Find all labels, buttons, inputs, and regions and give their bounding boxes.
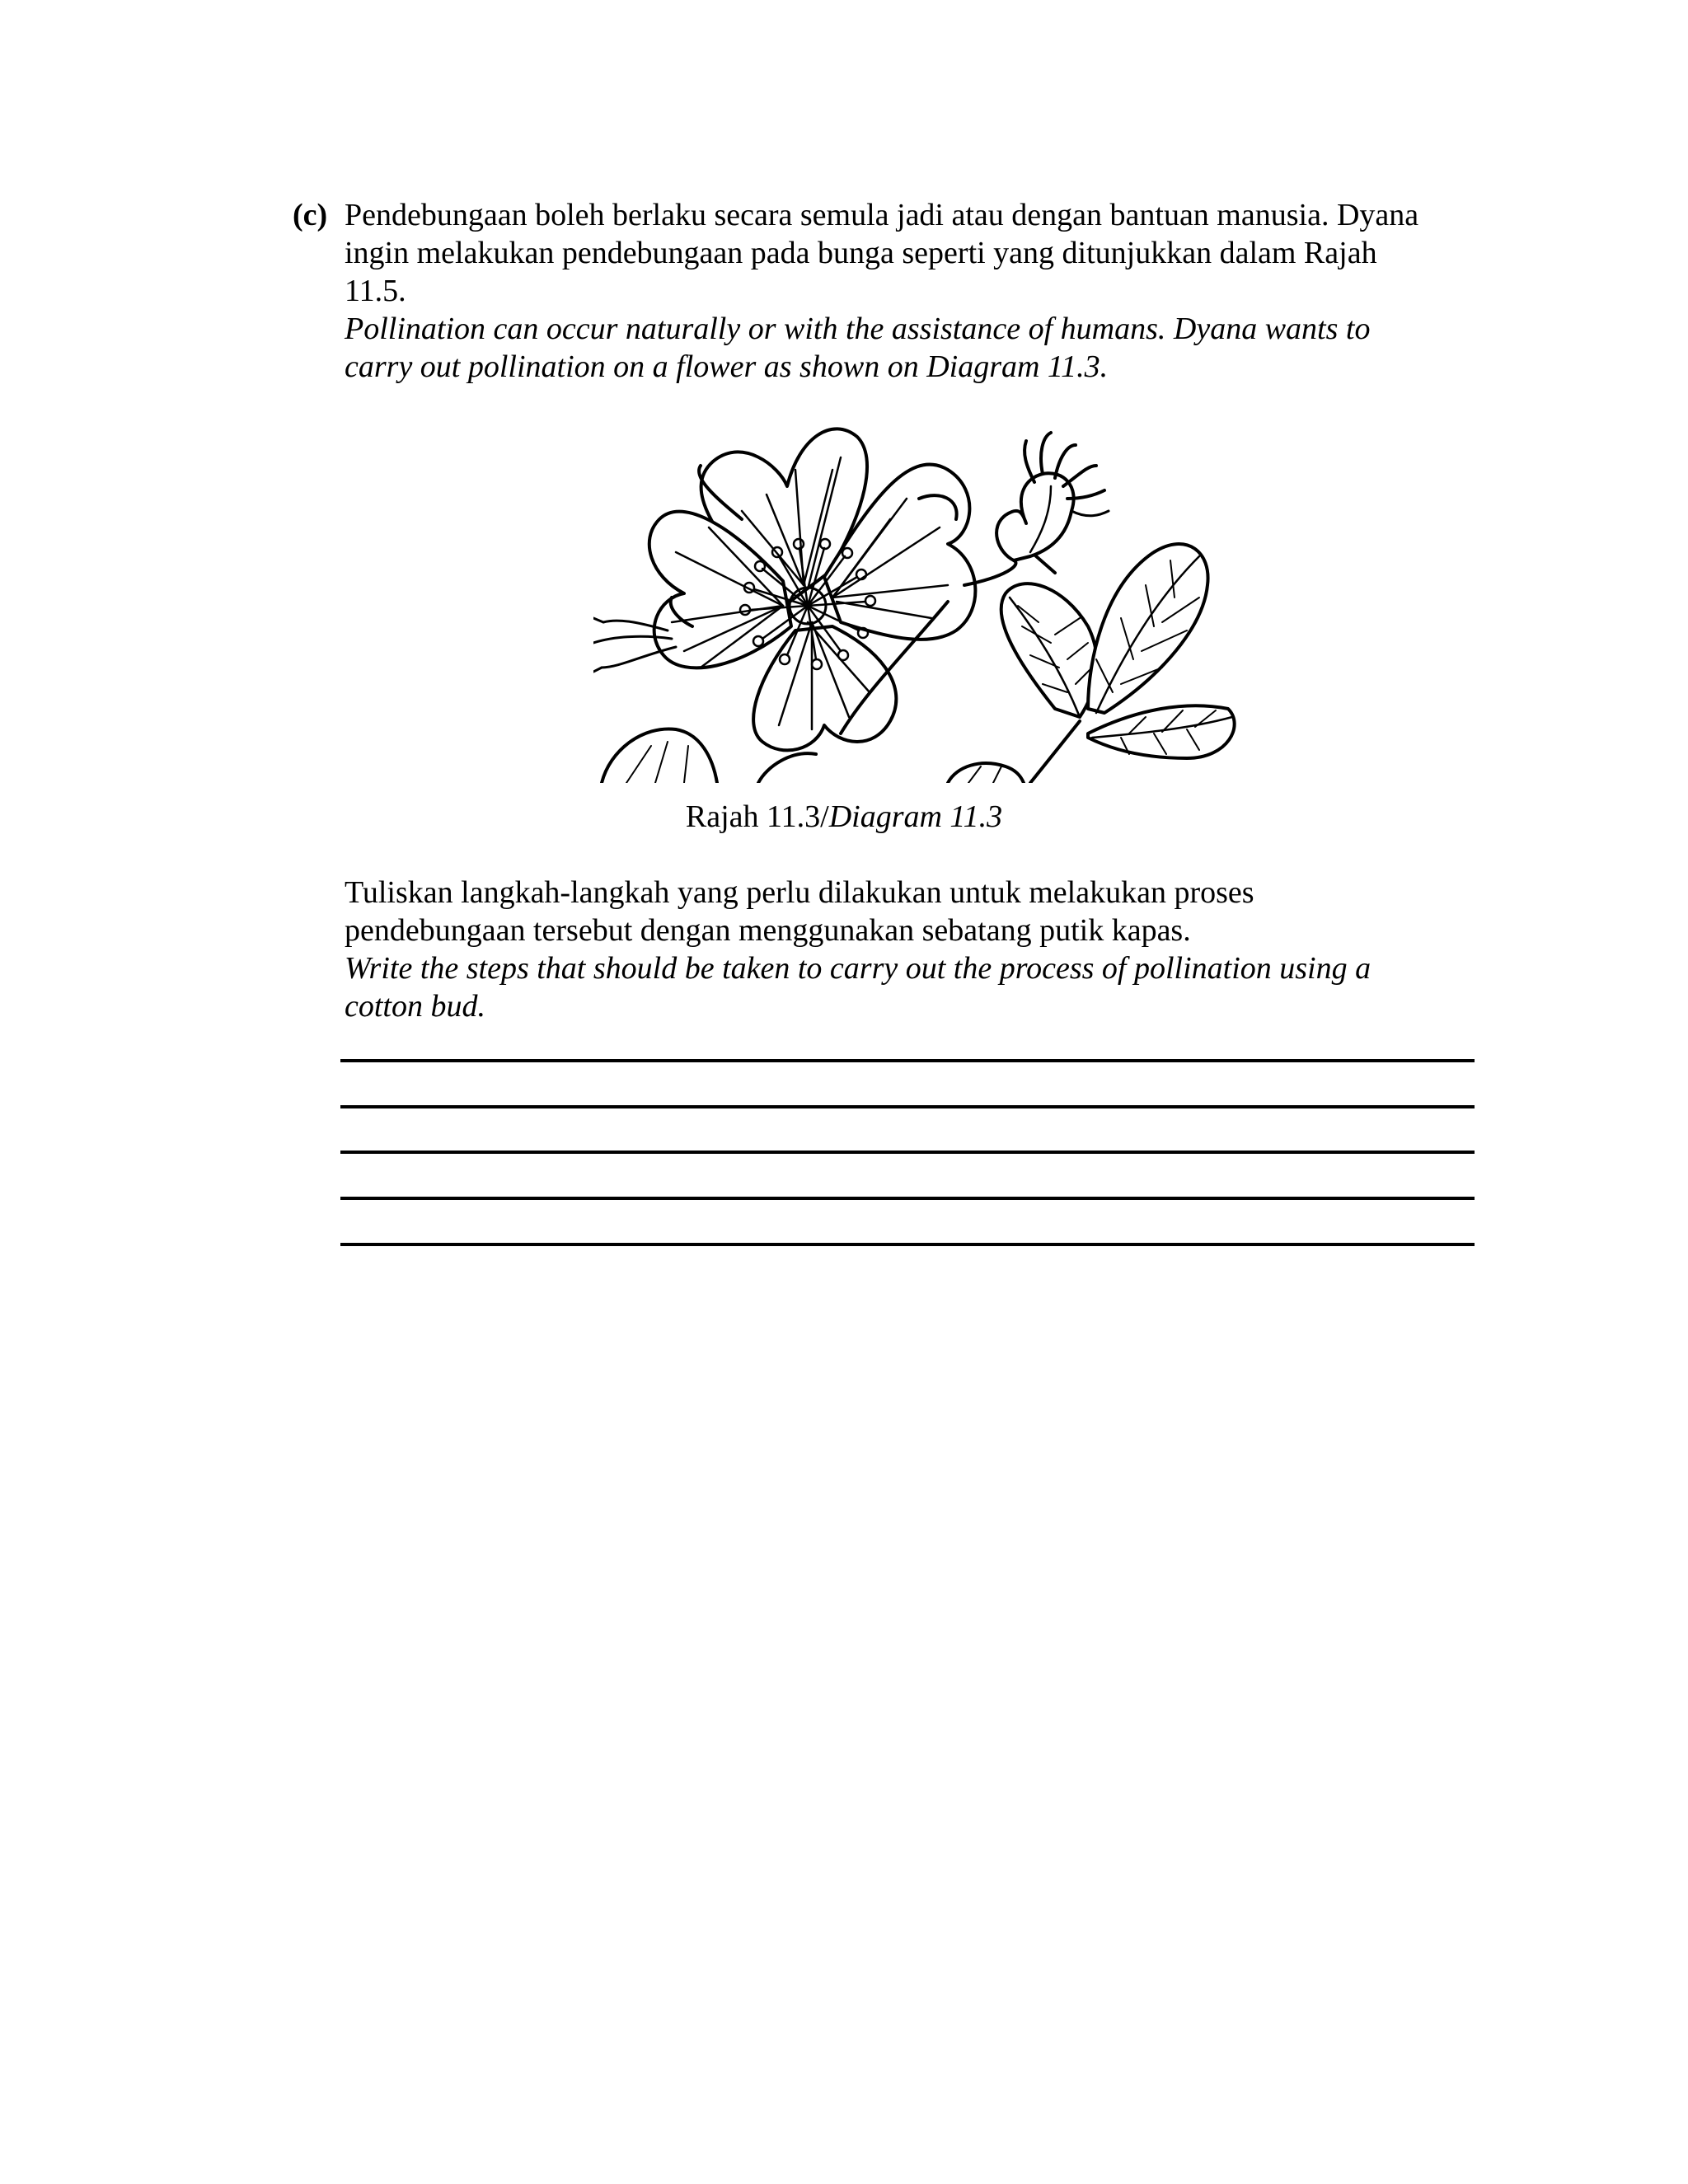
answer-line-3[interactable] [340, 1151, 1475, 1154]
answer-line-1[interactable] [340, 1059, 1475, 1062]
intro-english-line-1: Pollination can occur naturally or with the assistance of humans. Dyana wants to [345, 312, 1371, 346]
leaves-right [1001, 544, 1235, 783]
caption-english: Diagram 11.3 [828, 799, 1003, 834]
instruction-malay-line-1: Tuliskan langkah-langkah yang perlu dilakukan untuk melakukan proses [345, 875, 1254, 910]
question-label: (c) [293, 198, 328, 232]
instruction-english-line-2: cotton bud. [345, 989, 485, 1024]
intro-malay-line-3: 11.5. [345, 274, 406, 308]
instruction-text [345, 874, 1498, 1025]
instruction-english-line-1: Write the steps that should be taken to carry out the process of pollination using a [345, 951, 1372, 986]
intro-malay-line-2: ingin melakukan pendebungaan pada bunga seperti yang ditunjukkan dalam Rajah [345, 236, 1377, 270]
question-intro [345, 196, 1498, 386]
intro-english-line-2: carry out pollination on a flower as shown on Diagram 11.3. [345, 349, 1109, 384]
instruction-malay-line-2: pendebungaan tersebut dengan menggunakan sebatang putik kapas. [345, 913, 1191, 948]
intro-malay-line-1: Pendebungaan boleh berlaku secara semula jadi atau dengan bantuan manusia. Dyana [345, 198, 1419, 232]
figure-caption [0, 798, 1688, 836]
caption-malay: Rajah 11.3/ [685, 799, 829, 834]
flower-bud [996, 433, 1109, 560]
answer-line-5[interactable] [340, 1243, 1475, 1246]
flower-diagram [593, 420, 1245, 783]
answer-line-2[interactable] [340, 1105, 1475, 1108]
answer-line-4[interactable] [340, 1197, 1475, 1200]
